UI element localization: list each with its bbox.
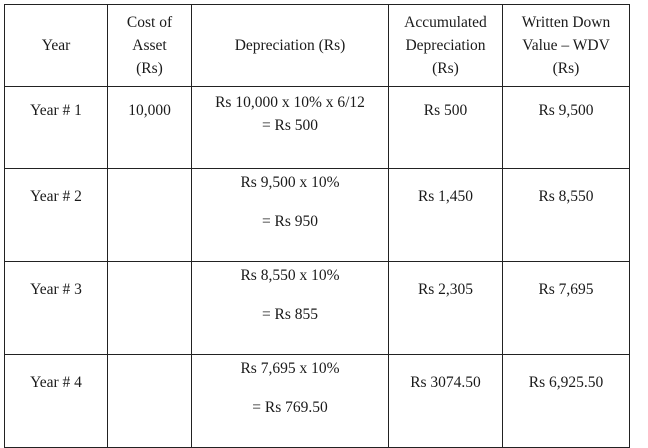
depreciation-result: = Rs 855 bbox=[261, 306, 319, 323]
year-cell: Year # 1 bbox=[5, 87, 108, 169]
depreciation-result: = Rs 500 bbox=[261, 117, 319, 134]
wdv-cell: Rs 6,925.50 bbox=[503, 355, 630, 448]
header-accumulated-line: Accumulated bbox=[404, 14, 487, 31]
header-cost-line: (Rs) bbox=[136, 60, 163, 77]
header-accumulated-line: Depreciation bbox=[405, 37, 486, 54]
depreciation-calculation: Rs 9,500 x 10% bbox=[240, 174, 340, 191]
wdv-cell: Rs 9,500 bbox=[503, 87, 630, 169]
header-accumulated-line: (Rs) bbox=[432, 60, 459, 77]
cost-cell: 10,000 bbox=[108, 87, 192, 169]
header-accumulated-depreciation bbox=[389, 5, 503, 87]
header-wdv-line: Value – WDV bbox=[522, 37, 610, 54]
cost-cell bbox=[108, 355, 192, 448]
depreciation-calculation: Rs 8,550 x 10% bbox=[240, 267, 340, 284]
header-depreciation: Depreciation (Rs) bbox=[192, 5, 389, 87]
accumulated-cell: Rs 1,450 bbox=[389, 169, 503, 262]
header-year: Year bbox=[5, 5, 108, 87]
table-row bbox=[5, 87, 630, 169]
header-cost-line: Cost of bbox=[126, 14, 173, 31]
year-cell: Year # 4 bbox=[5, 355, 108, 448]
wdv-cell: Rs 7,695 bbox=[503, 262, 630, 355]
depreciation-table bbox=[4, 4, 630, 448]
table-row bbox=[5, 262, 630, 355]
header-cost-line: Asset bbox=[132, 37, 167, 54]
header-wdv-line: Written Down bbox=[521, 14, 611, 31]
depreciation-result: = Rs 769.50 bbox=[252, 399, 328, 416]
table-row bbox=[5, 169, 630, 262]
accumulated-cell: Rs 500 bbox=[389, 87, 503, 169]
wdv-cell: Rs 8,550 bbox=[503, 169, 630, 262]
depreciation-cell bbox=[192, 262, 389, 355]
year-cell: Year # 2 bbox=[5, 169, 108, 262]
header-cost-of-asset bbox=[108, 5, 192, 87]
depreciation-calculation: Rs 7,695 x 10% bbox=[240, 360, 340, 377]
table-row bbox=[5, 355, 630, 448]
cost-cell bbox=[108, 169, 192, 262]
header-wdv-line: (Rs) bbox=[552, 60, 580, 77]
depreciation-calculation: Rs 10,000 x 10% x 6/12 bbox=[215, 94, 365, 111]
accumulated-cell: Rs 3074.50 bbox=[389, 355, 503, 448]
depreciation-result: = Rs 950 bbox=[261, 213, 319, 230]
header-written-down-value bbox=[503, 5, 630, 87]
header-row bbox=[5, 5, 630, 87]
depreciation-cell bbox=[192, 169, 389, 262]
depreciation-cell bbox=[192, 87, 389, 169]
accumulated-cell: Rs 2,305 bbox=[389, 262, 503, 355]
year-cell: Year # 3 bbox=[5, 262, 108, 355]
cost-cell bbox=[108, 262, 192, 355]
depreciation-cell bbox=[192, 355, 389, 448]
